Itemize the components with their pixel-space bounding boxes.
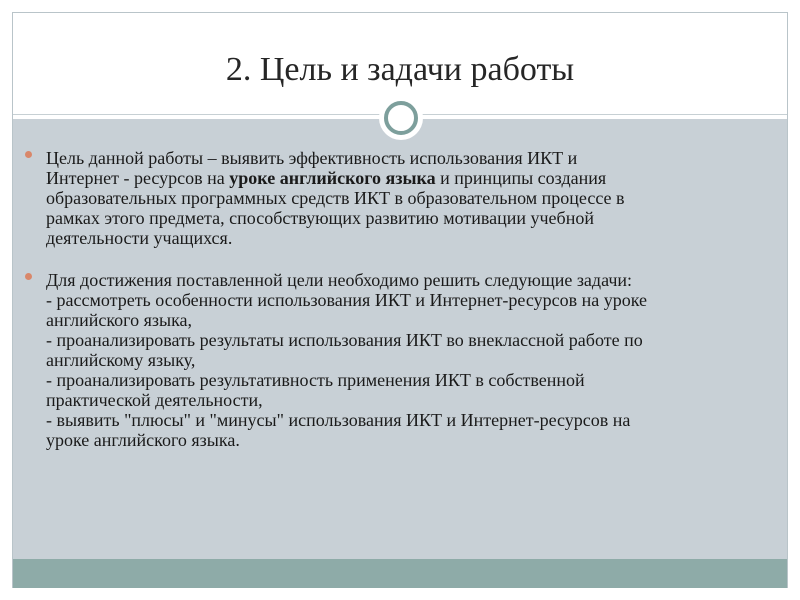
bullet-line bbox=[46, 350, 754, 370]
text-segment: - проанализировать результаты использования ИКТ во внеклассной работе по bbox=[46, 330, 643, 350]
ring-ornament-icon bbox=[379, 96, 423, 140]
bullet-line bbox=[46, 430, 754, 450]
text-segment: - выявить "плюсы" и "минусы" использования ИКТ и Интернет-ресурсов на bbox=[46, 410, 631, 430]
text-segment: английскому языку, bbox=[46, 350, 196, 370]
text-segment: деятельности учащихся. bbox=[46, 228, 233, 248]
footer-band bbox=[13, 559, 787, 588]
bullet-line bbox=[46, 208, 754, 228]
bullet-line bbox=[46, 390, 754, 410]
text-segment: уроке английского языка. bbox=[46, 430, 240, 450]
bullet-line bbox=[46, 410, 754, 430]
bullet-list bbox=[24, 148, 754, 472]
text-segment: английского языка, bbox=[46, 310, 193, 330]
text-segment: и принципы создания bbox=[435, 168, 607, 188]
bullet-dot-icon bbox=[25, 273, 32, 280]
bullet-line bbox=[46, 290, 754, 310]
text-segment: рамках этого предмета, способствующих развитию мотивации учебной bbox=[46, 208, 594, 228]
bullet-item-goal bbox=[24, 148, 754, 248]
text-segment: - проанализировать результативность применения ИКТ в собственной bbox=[46, 370, 585, 390]
bullet-line bbox=[46, 370, 754, 390]
text-segment: - рассмотреть особенности использования ИКТ и Интернет-ресурсов на уроке bbox=[46, 290, 648, 310]
text-segment: образовательных программных средств ИКТ в образовательном процессе в bbox=[46, 188, 625, 208]
bullet-dot-icon bbox=[25, 151, 32, 158]
bullet-line bbox=[46, 188, 754, 208]
bullet-line bbox=[46, 228, 754, 248]
text-segment: Для достижения поставленной цели необходимо решить следующие задачи: bbox=[46, 270, 633, 290]
text-segment: Интернет - ресурсов на bbox=[46, 168, 230, 188]
text-segment: Цель данной работы – выявить эффективность использования ИКТ и bbox=[46, 148, 578, 168]
text-segment: практической деятельности, bbox=[46, 390, 263, 410]
bullet-line bbox=[46, 310, 754, 330]
bullet-line bbox=[46, 168, 754, 188]
bullet-line bbox=[46, 270, 754, 290]
bold-text: уроке английского языка bbox=[229, 168, 436, 188]
bullet-item-tasks bbox=[24, 270, 754, 450]
slide-title: 2. Цель и задачи работы bbox=[225, 51, 575, 88]
bullet-line bbox=[46, 330, 754, 350]
ring-inner bbox=[384, 101, 418, 135]
bullet-line bbox=[46, 148, 754, 168]
